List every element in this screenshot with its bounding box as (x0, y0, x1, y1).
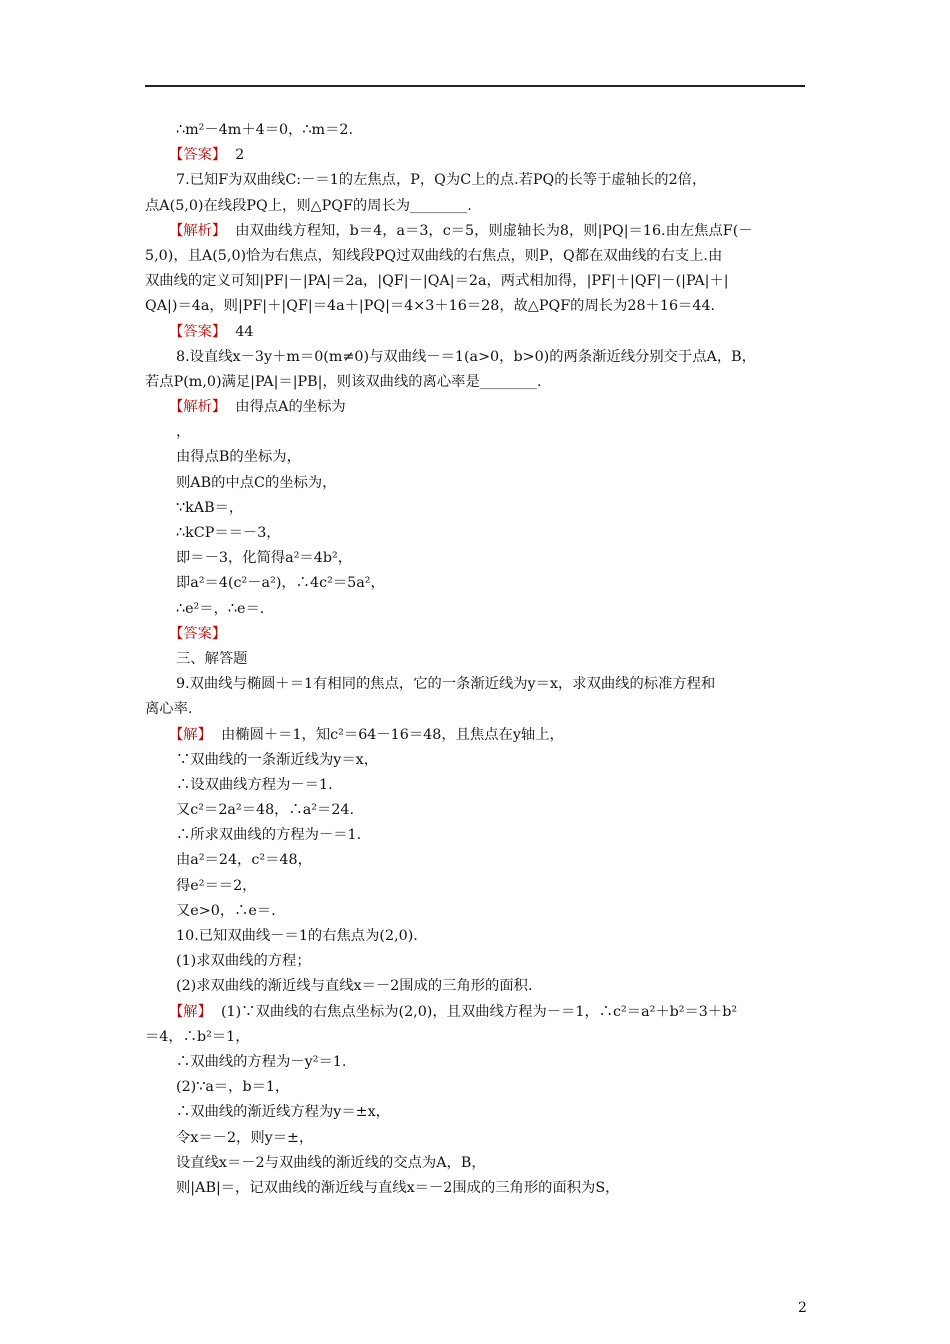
line-text: QA|)＝4a，则|PF|＋|QF|＝4a＋|PQ|＝4×3＋16＝28，故△PQF的周长为28＋16＝44. (145, 298, 716, 315)
line-text: 即＝－3，化简得a²＝4b²， (176, 550, 353, 567)
line-text: 由双曲线方程知，b＝4，a＝3，c＝5，则虚轴长为8，则|PQ|＝16.由左焦点F(－ (226, 222, 753, 239)
text-line (145, 848, 810, 873)
line-text: ∴e²＝，∴e＝. (176, 600, 265, 617)
text-line (145, 622, 810, 647)
text-line (145, 899, 810, 924)
text-line (145, 773, 810, 798)
line-text: 7.已知F为双曲线C:－＝1的左焦点，P，Q为C上的点.若PQ的长等于虚轴长的2倍， (176, 172, 707, 189)
line-text: 双曲线的定义可知|PF|－|PA|＝2a，|QF|－|QA|＝2a，两式相加得，|PF|＋|QF|－(|PA|＋| (145, 273, 729, 290)
line-text: 得e²＝＝2， (176, 877, 257, 894)
line-text: ∵kAB＝， (176, 499, 244, 516)
line-text: 5,0)，且A(5,0)恰为右焦点，知线段PQ过双曲线的右焦点，则P，Q都在双曲线的右支上.由 (145, 247, 723, 264)
text-line (145, 798, 810, 823)
text-line (145, 320, 810, 345)
line-text: ∴kCP＝＝－3， (176, 525, 281, 541)
section-tag: 【答案】 (169, 625, 227, 642)
text-line (145, 924, 810, 949)
text-line (145, 874, 810, 899)
line-text: ∴设双曲线方程为－＝1. (176, 776, 333, 793)
text-line (145, 118, 810, 143)
text-line (145, 974, 810, 999)
section-tag: 【答案】 (169, 323, 227, 340)
document-body (145, 118, 810, 1201)
line-text: 令x＝－2，则y＝±， (176, 1129, 314, 1146)
line-text: 则|AB|＝，记双曲线的渐近线与直线x＝－2围成的三角形的面积为S， (176, 1179, 620, 1196)
text-line (145, 1176, 810, 1201)
text-line (145, 1100, 810, 1125)
line-text: 则AB的中点C的坐标为， (176, 474, 337, 491)
text-line (145, 697, 810, 722)
text-line (145, 294, 810, 319)
line-text: (1)∵双曲线的右焦点坐标为(2,0)，且双曲线方程为－＝1，∴c²＝a²＋b²＝3＋b² (211, 1003, 738, 1020)
text-line (145, 1000, 810, 1025)
text-line (145, 647, 810, 672)
section-tag: 【解析】 (169, 222, 227, 239)
text-line (145, 496, 810, 521)
line-text: 2 (226, 147, 245, 164)
header-rule (145, 85, 805, 87)
section-tag: 【解】 (169, 1003, 212, 1020)
text-line (145, 823, 810, 848)
line-text: (1)求双曲线的方程； (176, 953, 311, 970)
line-text: 44 (226, 323, 254, 340)
text-line (145, 219, 810, 244)
page-number: 2 (798, 1300, 807, 1316)
text-line (145, 445, 810, 470)
text-line (145, 143, 810, 168)
text-line (145, 748, 810, 773)
text-line (145, 244, 810, 269)
text-line (145, 269, 810, 294)
text-line (145, 521, 810, 546)
line-text: ∴所求双曲线的方程为－＝1. (176, 827, 362, 844)
line-text: 离心率. (145, 701, 193, 718)
line-text: 8.设直线x－3y＋m＝0(m≠0)与双曲线－＝1(a>0，b>0)的两条渐近线分别交于点A，B， (176, 348, 756, 365)
line-text: 即a²＝4(c²－a²)，∴4c²＝5a²， (176, 575, 385, 592)
line-text: ∵双曲线的一条渐近线为y＝x， (176, 751, 378, 768)
text-line (145, 1075, 810, 1100)
text-line (145, 723, 810, 748)
line-text: (2)∵a＝，b＝1， (176, 1079, 290, 1096)
text-line (145, 1151, 810, 1176)
text-line (145, 194, 810, 219)
line-text: 由得点B的坐标为， (176, 449, 301, 466)
line-text: 又c²＝2a²＝48，∴a²＝24. (176, 802, 355, 819)
text-line (145, 1126, 810, 1151)
line-text: 由a²＝24，c²＝48， (176, 852, 312, 869)
text-line (145, 168, 810, 193)
line-text: ＝4，∴b²＝1， (145, 1028, 250, 1045)
line-text: 由椭圆＋＝1，知c²＝64－16＝48，且焦点在y轴上， (211, 726, 564, 743)
text-line (145, 672, 810, 697)
text-line (145, 345, 810, 370)
line-text: (2)求双曲线的渐近线与直线x＝－2围成的三角形的面积. (176, 978, 533, 995)
section-tag: 【解析】 (169, 399, 227, 416)
line-text: 由得点A的坐标为 (226, 399, 346, 416)
line-text: 设直线x＝－2与双曲线的渐近线的交点为A，B， (176, 1154, 486, 1171)
line-text: ， (176, 424, 191, 441)
text-line (145, 1050, 810, 1075)
section-tag: 【答案】 (169, 147, 227, 164)
line-text: 若点P(m,0)满足|PA|＝|PB|，则该双曲线的离心率是________. (145, 373, 542, 390)
line-text: ∴m²－4m＋4＝0，∴m＝2. (176, 122, 354, 138)
text-line (145, 395, 810, 420)
line-text: 三、解答题 (176, 650, 248, 667)
text-line (145, 949, 810, 974)
text-line (145, 420, 810, 445)
line-text: 点A(5,0)在线段PQ上，则△PQF的周长为________. (145, 197, 472, 214)
line-text: 10.已知双曲线－＝1的右焦点为(2,0). (176, 928, 418, 944)
line-text: ∴双曲线的方程为－y²＝1. (176, 1053, 347, 1070)
text-line (145, 370, 810, 395)
section-tag: 【解】 (169, 726, 212, 743)
text-line (145, 571, 810, 596)
text-line (145, 546, 810, 571)
line-text: ∴双曲线的渐近线方程为y＝±x， (176, 1104, 390, 1121)
line-text: 9.双曲线与椭圆＋＝1有相同的焦点，它的一条渐近线为y＝x，求双曲线的标准方程和 (176, 676, 716, 693)
line-text: 又e>0，∴e＝. (176, 902, 276, 919)
text-line (145, 1025, 810, 1050)
text-line (145, 471, 810, 496)
text-line (145, 597, 810, 622)
